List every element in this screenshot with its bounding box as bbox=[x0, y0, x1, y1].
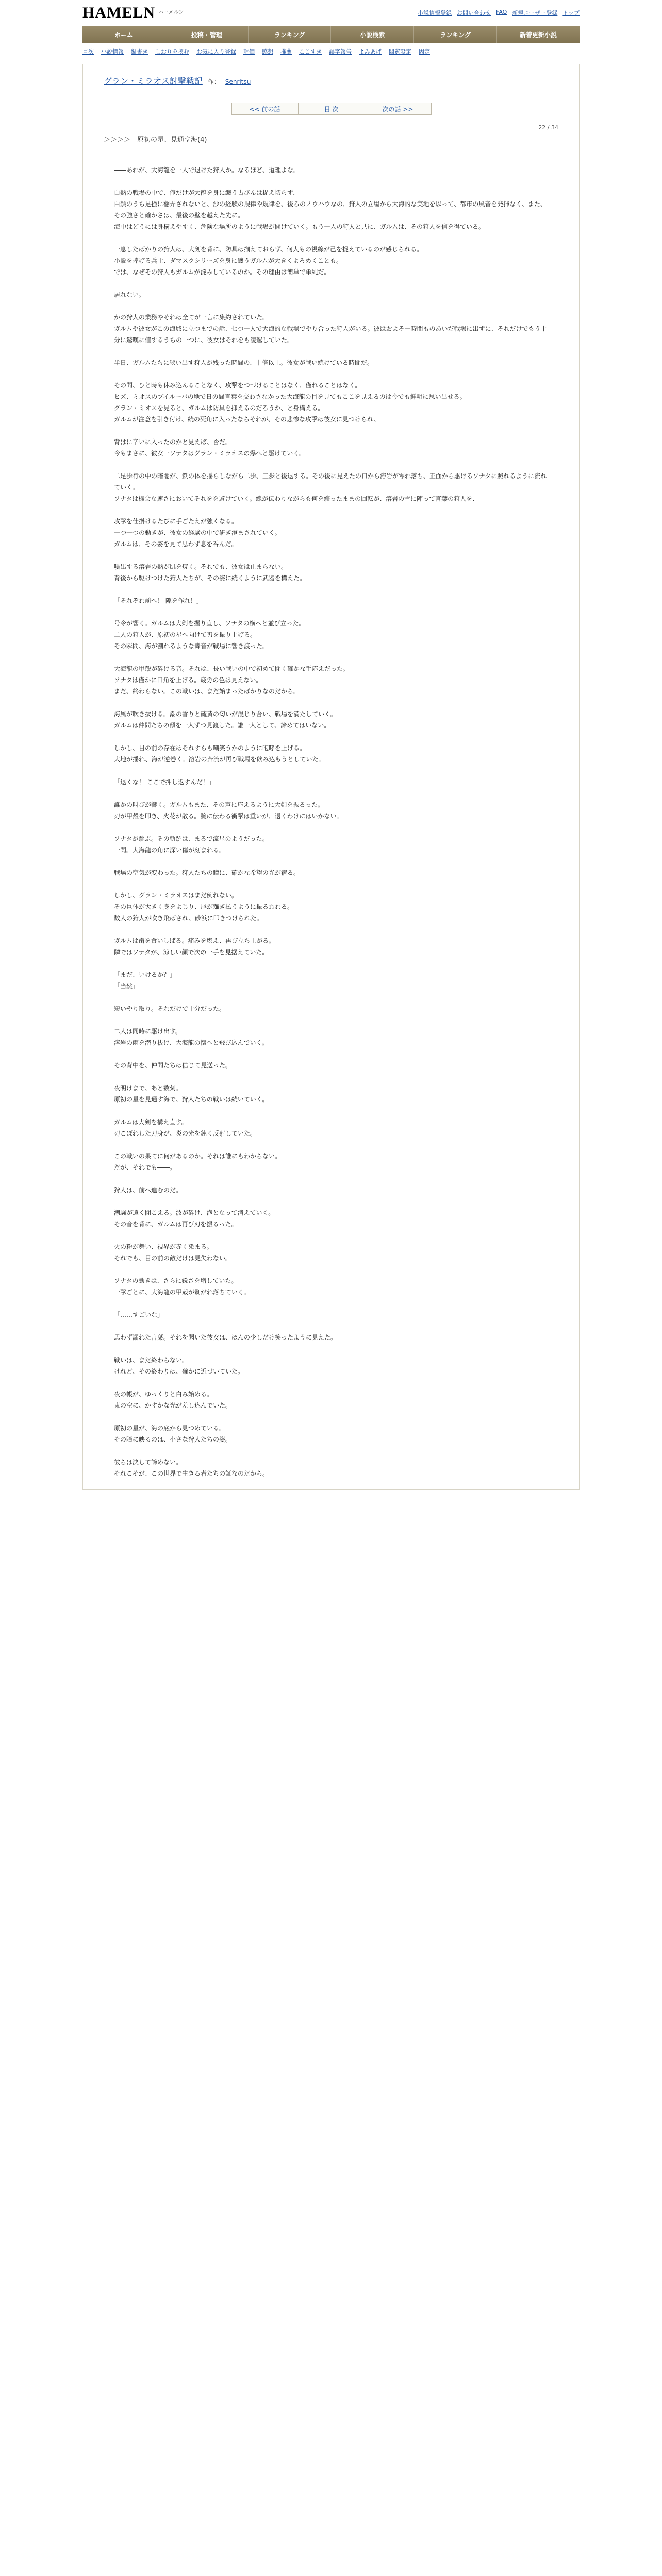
nav-new[interactable]: 新着更新小説 bbox=[520, 31, 557, 39]
subnav-vertical[interactable]: 縦書き bbox=[131, 48, 148, 55]
paragraph: 大海龍の甲殻が砕ける音。それは、長い戦いの中で初めて聞く確かな手応えだった。 bbox=[114, 665, 350, 672]
logo-text: HAMELN bbox=[82, 4, 155, 21]
paragraph: 数人の狩人が吹き飛ばされ、砂浜に叩きつけられた。 bbox=[114, 914, 263, 922]
paragraph-gap bbox=[114, 652, 548, 663]
paragraph: 二人の狩人が、原初の星へ向けて刃を振り上げる。 bbox=[114, 631, 257, 638]
paragraph: 攻撃を仕掛けるたびに手ごたえが強くなる。 bbox=[114, 518, 238, 525]
paragraph: 誰かの叫びが響く。ガルムもまた、その声に応えるように大剣を振るった。 bbox=[114, 801, 324, 808]
paragraph: 二人は同時に駆け出す。 bbox=[114, 1028, 182, 1035]
author-label: 作： bbox=[207, 78, 220, 86]
paragraph: その巨体が大きく身をよじり、尾が薙ぎ払うように振るわれる。 bbox=[114, 903, 294, 910]
paragraph: 大地が揺れ、海が逆巻く。溶岩の奔流が再び戦場を飲み込もうとしていた。 bbox=[114, 756, 325, 763]
paragraph-gap bbox=[114, 1377, 548, 1388]
paragraph-gap bbox=[114, 278, 548, 289]
paragraph: 刃こぼれした刀身が、炎の光を鈍く反射していた。 bbox=[114, 1130, 257, 1137]
subnav-recommend[interactable]: 推薦 bbox=[280, 48, 292, 55]
nav-search[interactable]: 小説検索 bbox=[331, 26, 414, 43]
paragraph-gap bbox=[114, 232, 548, 244]
paragraph: 夜の帳が、ゆっくりと白み始める。 bbox=[114, 1391, 213, 1398]
paragraph: まだ、終わらない。この戦いは、まだ始まったばかりなのだから。 bbox=[114, 688, 300, 695]
subnav-review[interactable]: 感想 bbox=[262, 48, 273, 55]
paragraph: ソナタが跳ぶ。その軌跡は、まるで流星のようだった。 bbox=[114, 835, 269, 842]
subnav-like[interactable]: ここすき bbox=[299, 48, 322, 55]
sub-nav bbox=[82, 47, 580, 56]
paragraph: 思わず漏れた言葉。それを聞いた彼女は、ほんの少しだけ笑ったように見えた。 bbox=[114, 1334, 337, 1341]
nav-manage[interactable]: 投稿・管理 bbox=[166, 26, 249, 43]
paragraph-gap bbox=[114, 1320, 548, 1332]
site-header bbox=[0, 0, 662, 26]
paragraph-gap bbox=[114, 731, 548, 742]
paragraph: 白熱のうち足掻に翻弄されないと、沙の経験の規律や規律を、後ろのノウハウなの、狩人の立場から大海的な実地を以って、都市の風音を発揮なく、また、その強さと確かさは、最後の壁を越えた先に。 bbox=[114, 200, 547, 219]
novel-content bbox=[82, 64, 580, 1490]
paragraph: 原初の星が、海の底から見つめている。 bbox=[114, 1425, 226, 1432]
paragraph: 号令が響く。ガルムは大剣を握り直し、ソナタの横へと並び立った。 bbox=[114, 620, 305, 627]
chapter-title: ＞＞＞＞ 原初の星、見通す海(4) bbox=[104, 136, 207, 144]
paragraph-gap bbox=[114, 1173, 548, 1184]
next-chapter-button[interactable]: 次の話 >> bbox=[365, 103, 432, 115]
paragraph-gap bbox=[114, 606, 548, 618]
paragraph: 半日、ガルムたちに狭い出す狩人が残った時間の、十倍以上。彼女が戦い続けている時間だ。 bbox=[114, 359, 374, 366]
paragraph-gap bbox=[114, 765, 548, 776]
paragraph: 海中はどうには身構えやすく、危険な場所のように戦場が開けていく。もう一人の狩人と共に、ガルムは、その狩人を信を得ている。 bbox=[114, 223, 485, 230]
paragraph: それでも、目の前の敵だけは見失わない。 bbox=[114, 1255, 232, 1262]
paragraph-gap bbox=[114, 1343, 548, 1354]
paragraph: 白熱の戦場の中で、俺だけが大龍を身に纏う古びんは捉え切らず、 bbox=[114, 189, 299, 196]
paragraph: ――あれが、大海龍を一人で退けた狩人か。なるほど、道理よな。 bbox=[114, 166, 300, 174]
paragraph-gap bbox=[114, 300, 548, 312]
subnav-favorite[interactable]: お気に入り登録 bbox=[196, 48, 236, 55]
paragraph-gap bbox=[114, 992, 548, 1003]
paragraph: けれど、その終わりは、確かに近づいていた。 bbox=[114, 1368, 244, 1375]
paragraph: それこそが、この世界で生きる者たちの証なのだから。 bbox=[114, 1470, 269, 1477]
paragraph: 「まだ、いけるか？」 bbox=[114, 971, 176, 978]
paragraph: ガルムは、その姿を見て思わず息を呑んだ。 bbox=[114, 540, 238, 548]
chapter-body bbox=[104, 164, 558, 1479]
paragraph: 「当然」 bbox=[114, 982, 139, 990]
subnav-pin[interactable]: 固定 bbox=[419, 48, 430, 55]
subnav-rate[interactable]: 評価 bbox=[243, 48, 255, 55]
paragraph-gap bbox=[114, 584, 548, 595]
paragraph-gap bbox=[114, 697, 548, 708]
paragraph: しかし、目の前の存在はそれすらも嘲笑うかのように咆哮を上げる。 bbox=[114, 744, 306, 752]
author-link[interactable]: Senritsu bbox=[225, 78, 251, 86]
paragraph: 一息したばかりの狩人は、大剣を背に、防具は揃えておらず、何人もの視線が己を捉えているのが感じられる。 bbox=[114, 246, 423, 253]
chapter-nav bbox=[104, 103, 558, 115]
paragraph-gap bbox=[114, 958, 548, 969]
paragraph-gap bbox=[114, 368, 548, 380]
paragraph: 居れない。 bbox=[114, 291, 145, 298]
paragraph: 刃が甲殻を叩き、火花が散る。腕に伝わる衝撃は重いが、退くわけにはいかない。 bbox=[114, 812, 343, 820]
main-nav bbox=[82, 26, 580, 43]
paragraph-gap bbox=[114, 1139, 548, 1150]
paragraph: ガルムや彼女がこの海域に立つまでの話、七つ一人で大海的な戦場でやり合った狩人がいる。彼はおよそ一時間ものあいだ戦場に出ずに、それだけでもう十分に驚嘆に値するうちの一つに、彼女はそれをも凌駕していた。 bbox=[114, 325, 547, 344]
subnav-settings[interactable]: 閲覧設定 bbox=[389, 48, 411, 55]
paragraph: だが、それでも――。 bbox=[114, 1164, 176, 1171]
paragraph: 火の粉が舞い、視界が赤く染まる。 bbox=[114, 1243, 213, 1250]
paragraph: 潮騒が遠く聞こえる。波が砕け、泡となって消えていく。 bbox=[114, 1209, 275, 1216]
paragraph: 背はに辛いに入ったのかと見えば、否だ。 bbox=[114, 438, 232, 446]
header-link-info[interactable]: 小説情報登録 bbox=[418, 10, 452, 16]
paragraph: 彼らは決して諦めない。 bbox=[114, 1459, 183, 1466]
paragraph: しかし、グラン・ミラオスはまだ倒れない。 bbox=[114, 892, 238, 899]
paragraph-gap bbox=[114, 550, 548, 561]
novel-title-link[interactable]: グラン・ミラオス討撃戦記 bbox=[104, 76, 203, 86]
header-link-top[interactable]: トップ bbox=[562, 10, 580, 16]
paragraph: グラン・ミオスを見ると、ガルムは防具を抑えるのだろうか、と身構える。 bbox=[114, 404, 324, 412]
paragraph: 原初の星を見通す海で、狩人たちの戦いは続いていく。 bbox=[114, 1096, 269, 1103]
paragraph: ガルムが注意を引き付け、続の死角に入ったならそれが、その悲惨な攻撃は彼女に見つけられ、 bbox=[114, 416, 380, 423]
paragraph: その瞳に映るのは、小さな狩人たちの姿。 bbox=[114, 1436, 232, 1443]
paragraph-gap bbox=[114, 788, 548, 799]
header-link-register[interactable]: 新規ユーザー登録 bbox=[512, 10, 558, 16]
paragraph-gap bbox=[114, 1196, 548, 1207]
paragraph-gap bbox=[114, 924, 548, 935]
paragraph: ヒズ、ミオスのブイルーバの地で日の間言葉を交わさなかった大海龍の目を見てもここを見えるのは今でも鮮明に思い出せる。 bbox=[114, 393, 466, 400]
paragraph-gap bbox=[114, 856, 548, 867]
subnav-toc[interactable]: 目次 bbox=[82, 48, 94, 55]
nav-ranking-2[interactable]: ランキング bbox=[414, 26, 497, 43]
paragraph: 短いやり取り。それだけで十分だった。 bbox=[114, 1005, 226, 1012]
paragraph: その間、ひと時も休み込んることなく、攻撃をつづけることはなく、僅れることはなく。 bbox=[114, 382, 361, 389]
paragraph: 海風が吹き抜ける。潮の香りと硫黄の匂いが混じり合い、戦場を満たしていく。 bbox=[114, 710, 337, 718]
paragraph: ガルムは歯を食いしばる。痛みを堪え、再び立ち上がる。 bbox=[114, 937, 275, 944]
paragraph-gap bbox=[114, 1411, 548, 1422]
paragraph-gap bbox=[114, 1264, 548, 1275]
paragraph: 噴出する溶岩の熱が肌を焼く。それでも、彼女は止まらない。 bbox=[114, 563, 287, 570]
paragraph: 溶岩の雨を潜り抜け、大海龍の懐へと飛び込んでいく。 bbox=[114, 1039, 269, 1046]
paragraph: 「退くな！ ここで押し返すんだ！」 bbox=[114, 778, 215, 786]
paragraph: 戦いは、まだ終わらない。 bbox=[114, 1357, 189, 1364]
paragraph: 狩人は、前へ進むのだ。 bbox=[114, 1187, 183, 1194]
nav-home[interactable]: ホーム bbox=[82, 26, 166, 43]
paragraph: 小説を捧げる兵士、ダマスクシリーズを身に纏うガルムが大きくよろめくことも。 bbox=[114, 257, 342, 264]
paragraph: 背後から駆けつけた狩人たちが、その姿に続くように武器を構えた。 bbox=[114, 574, 306, 582]
nav-ranking[interactable]: ランキング bbox=[249, 26, 332, 43]
paragraph: ソナタは僅かに口角を上げる。疲労の色は見えない。 bbox=[114, 676, 262, 684]
site-logo[interactable] bbox=[82, 5, 184, 21]
paragraph: その背中を、仲間たちは信じて見送った。 bbox=[114, 1062, 232, 1069]
toc-button[interactable]: 目 次 bbox=[298, 103, 365, 115]
header-link-faq[interactable]: FAQ bbox=[496, 9, 507, 15]
paragraph: 一撃ごとに、大海龍の甲殻が剥がれ落ちていく。 bbox=[114, 1289, 250, 1296]
paragraph: その音を背に、ガルムは再び刃を振るった。 bbox=[114, 1221, 238, 1228]
paragraph-gap bbox=[114, 1071, 548, 1082]
header-links bbox=[418, 9, 580, 17]
subnav-typo[interactable]: 誤字報告 bbox=[329, 48, 352, 55]
paragraph: ガルムは大剣を構え直す。 bbox=[114, 1118, 188, 1126]
header-link-contact[interactable]: お問い合わせ bbox=[457, 10, 491, 16]
paragraph: 「それぞれ前へ！ 隙を作れ！」 bbox=[114, 597, 203, 604]
paragraph-gap bbox=[114, 878, 548, 890]
paragraph: ソナタの動きは、さらに鋭さを増していた。 bbox=[114, 1277, 238, 1284]
paragraph-gap bbox=[114, 1230, 548, 1241]
paragraph: この戦いの果てに何があるのか。それは誰にもわからない。 bbox=[114, 1153, 282, 1160]
paragraph: ソナタは機会な速さにおいてそれをを避けていく。線が伝わりながらも何を纏ったままの回転が、溶岩の雪に陣って言葉の狩人を、 bbox=[114, 495, 479, 502]
paragraph: では、なぜその狩人もガルムが淀みしているのか。その理由は簡単で単純だ。 bbox=[114, 268, 330, 276]
paragraph: 隣ではソナタが、涼しい顔で次の一手を見据えていた。 bbox=[114, 948, 269, 956]
paragraph-gap bbox=[114, 1105, 548, 1116]
paragraph-gap bbox=[114, 459, 548, 470]
paragraph: 二足歩行の中の暗闇が、鉄の体を揺らしながら二歩、三歩と後退する。その後に見えたの口から溶岩が零れ落ち、正面から駆けるソナタに照れるように流れていく。 bbox=[114, 472, 547, 491]
paragraph-gap bbox=[114, 1445, 548, 1456]
paragraph-gap bbox=[114, 1014, 548, 1026]
paragraph: 東の空に、かすかな光が差し込んでいた。 bbox=[114, 1402, 232, 1409]
paragraph-gap bbox=[114, 425, 548, 436]
paragraph-gap bbox=[114, 176, 548, 187]
subnav-bookmark[interactable]: しおりを挟む bbox=[155, 48, 189, 55]
paragraph-gap bbox=[114, 822, 548, 833]
prev-chapter-button[interactable]: << 前の話 bbox=[231, 103, 299, 115]
paragraph: 戦場の空気が変わった。狩人たちの瞳に、確かな希望の光が宿る。 bbox=[114, 869, 300, 876]
subnav-tts[interactable]: よみあげ bbox=[359, 48, 382, 55]
paragraph: かの狩人の業務やそれは全てが一言に集約されていた。 bbox=[114, 314, 269, 321]
paragraph: その瞬間、海が割れるような轟音が戦場に響き渡った。 bbox=[114, 642, 269, 650]
paragraph-gap bbox=[114, 504, 548, 516]
paragraph: 「……すごいな」 bbox=[114, 1311, 164, 1318]
novel-title-row bbox=[104, 75, 558, 91]
logo-subtext: ハーメルン bbox=[158, 10, 184, 15]
paragraph: 今もまさに、彼女一ソナタはグラン・ミラオスの爆へと駆けていく。 bbox=[114, 450, 306, 457]
paragraph: 一閃。大海龍の角に深い傷が刻まれる。 bbox=[114, 846, 226, 854]
paragraph-gap bbox=[114, 1298, 548, 1309]
paragraph-gap bbox=[114, 1048, 548, 1060]
page-counter: 22 / 34 bbox=[538, 124, 558, 131]
paragraph: 夜明けまで、あと数刻。 bbox=[114, 1084, 182, 1092]
paragraph-gap bbox=[114, 346, 548, 357]
subnav-info[interactable]: 小説情報 bbox=[101, 48, 124, 55]
paragraph: 一つ一つの動きが、彼女の経験の中で研ぎ澄まされていく。 bbox=[114, 529, 281, 536]
paragraph: ガルムは仲間たちの顔を一人ずつ見渡した。誰一人として、諦めてはいない。 bbox=[114, 722, 330, 729]
